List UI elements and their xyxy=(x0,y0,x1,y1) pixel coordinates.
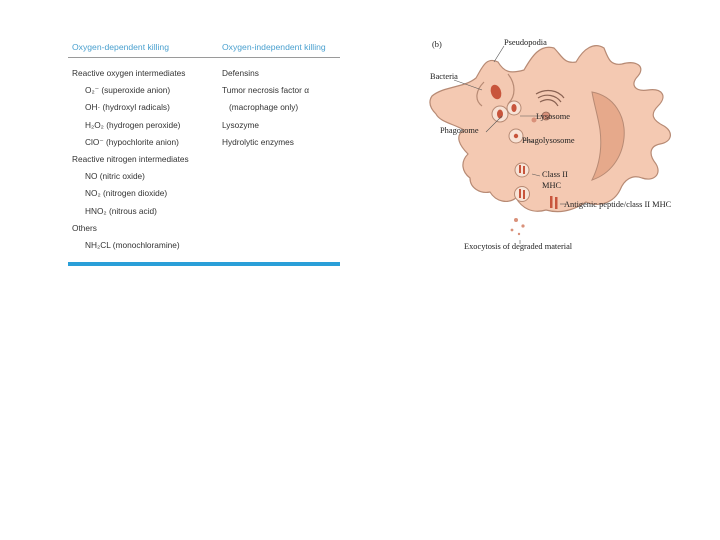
oxygen-dependent-header: Oxygen-dependent killing xyxy=(72,42,169,52)
oxygen-independent-header: Oxygen-independent killing xyxy=(222,42,326,52)
surface-mhc xyxy=(550,196,553,208)
mhc-label-line2: MHC xyxy=(542,181,562,190)
phagosome-bacterium xyxy=(497,110,503,119)
category-heading: Reactive nitrogen intermediates xyxy=(72,154,189,164)
category-heading: Reactive oxygen intermediates xyxy=(72,68,186,78)
killing-agent-item: NH₂CL (monochloramine) xyxy=(85,240,180,250)
phagosome-label: Phagosome xyxy=(440,126,479,135)
mhc-vesicle xyxy=(515,163,529,177)
phagosome-bacterium-2 xyxy=(511,104,516,112)
mhc-vesicle-2 xyxy=(515,187,530,202)
mhc-molecule xyxy=(519,165,521,173)
killing-agent-item: HNO₂ (nitrous acid) xyxy=(85,205,157,216)
independent-agent-item: Tumor necrosis factor α xyxy=(222,85,310,96)
bacteria-label: Bacteria xyxy=(430,72,458,81)
independent-agent-item: Lysozyme xyxy=(222,119,260,130)
independent-agent-item: Hydrolytic enzymes xyxy=(222,136,294,147)
killing-agent-item: NO₂ (nitrogen dioxide) xyxy=(85,188,168,199)
pseudopodia-label: Pseudopodia xyxy=(504,38,547,47)
exocytosis-debris-3 xyxy=(511,229,514,232)
phagocytosis-diagram xyxy=(424,34,714,260)
exocytosis-debris-2 xyxy=(521,224,524,227)
killing-mechanisms-table xyxy=(68,38,342,268)
independent-agent-item: (macrophage only) xyxy=(229,102,299,113)
killing-agent-item: OH· (hydroxyl radicals) xyxy=(85,102,170,113)
killing-agent-item: ClO⁻ (hypochlorite anion) xyxy=(85,136,179,147)
exocytosis-debris-4 xyxy=(518,233,520,235)
killing-agent-item: NO (nitric oxide) xyxy=(85,171,145,182)
killing-agent-item: H₂O₂ (hydrogen peroxide) xyxy=(85,119,181,130)
mhc-molecule-3 xyxy=(519,189,521,198)
exocytosis-debris xyxy=(514,218,518,222)
exocytosis-label: Exocytosis of degraded material xyxy=(464,242,573,251)
macrophage-illustration xyxy=(424,34,714,260)
table-bottom-bar xyxy=(68,262,340,266)
killing-agent-item: O₂⁻ (superoxide anion) xyxy=(85,85,171,96)
surface-mhc-2 xyxy=(555,197,558,209)
mhc-molecule-2 xyxy=(523,166,525,174)
mhc-label-line1: Class II xyxy=(542,170,568,179)
mhc-molecule-4 xyxy=(523,190,525,199)
phagolysosome-debris xyxy=(514,134,518,138)
category-heading: Others xyxy=(72,222,97,233)
header-divider xyxy=(68,57,340,58)
phagolysosome-label: Phagolysosome xyxy=(522,136,575,145)
panel-label: (b) xyxy=(432,40,442,49)
antigenic-peptide-label: Antigenic peptide/class II MHC xyxy=(564,200,672,209)
independent-agent-item: Defensins xyxy=(222,68,259,78)
lysosome-label: Lysosome xyxy=(536,112,570,121)
